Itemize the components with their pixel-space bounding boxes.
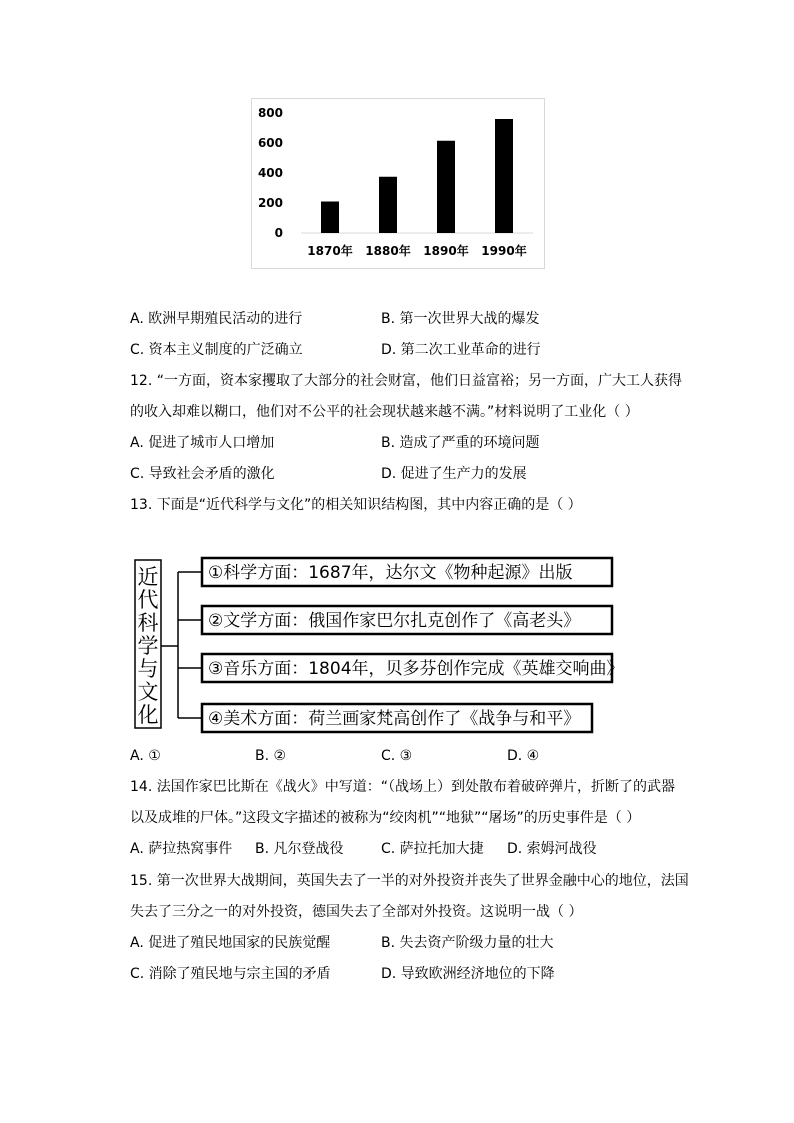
diagram-node-literature: ②文学方面：俄国作家巴尔扎克创作了《高老头》: [208, 611, 581, 631]
x-tick-label: 1870年: [307, 244, 353, 258]
q12-option-a: A. 促进了城市人口增加: [130, 435, 275, 451]
q14-option-d: D. 索姆河战役: [507, 841, 597, 857]
q12-stem-line-1: 12. “一方面，资本家攫取了大部分的社会财富，他们日益富裕；另一方面，广大工人获得: [130, 373, 682, 389]
q11-option-b: B. 第一次世界大战的爆发: [381, 311, 540, 327]
q12-option-d: D. 促进了生产力的发展: [381, 466, 527, 482]
q15-option-c: C. 消除了殖民地与宗主国的矛盾: [130, 966, 331, 982]
q15-stem-line-2: 失去了三分之一的对外投资，德国失去了全部对外投资。这说明一战（ ）: [130, 904, 583, 920]
q12-stem-line-2: 的收入却难以糊口，他们对不公平的社会现状越来越不满。”材料说明了工业化（ ）: [130, 404, 639, 420]
bar-1870年: [321, 202, 339, 234]
q14-option-a: A. 萨拉热窝事件: [130, 841, 233, 857]
q14-option-b: B. 凡尔登战役: [255, 841, 344, 857]
q11-option-c: C. 资本主义制度的广泛确立: [130, 342, 303, 358]
diagram-svg: [130, 552, 616, 734]
q13-option-b: B. ②: [255, 748, 287, 764]
bar-chart: [251, 98, 545, 269]
x-tick-label: 1990年: [481, 244, 527, 258]
q14-stem-line-2: 以及成堆的尸体。”这段文字描述的被称为“绞肉机”“地狱”“屠场”的历史事件是（ ）: [130, 810, 641, 826]
q14-option-c: C. 萨拉托加大捷: [381, 841, 484, 857]
diagram-root-char: 科: [137, 611, 159, 635]
x-tick-label: 1890年: [423, 244, 469, 258]
diagram-node-science: ①科学方面：1687年，达尔文《物种起源》出版: [208, 563, 573, 583]
y-tick-label: 800: [257, 106, 283, 120]
q13-option-d: D. ④: [507, 748, 540, 764]
y-tick-label: 600: [257, 136, 283, 150]
y-tick-label: 0: [274, 226, 283, 240]
q15-option-a: A. 促进了殖民地国家的民族觉醒: [130, 935, 331, 951]
diagram-root-char: 文: [137, 680, 159, 704]
diagram-root-char: 学: [137, 634, 159, 658]
q13-option-a: A. ①: [130, 748, 161, 764]
q14-stem-line-1: 14. 法国作家巴比斯在《战火》中写道：“（战场上）到处散布着破碎弹片，折断了的武器: [130, 779, 675, 795]
y-tick-label: 400: [257, 166, 283, 180]
bar-1890年: [437, 141, 455, 233]
knowledge-structure-diagram: [130, 552, 616, 734]
bar-1990年: [495, 119, 513, 233]
bar-1880年: [379, 177, 397, 233]
q15-option-b: B. 失去资产阶级力量的壮大: [381, 935, 554, 951]
q11-option-d: D. 第二次工业革命的进行: [381, 342, 541, 358]
diagram-root-char: 与: [137, 657, 159, 681]
q12-option-c: C. 导致社会矛盾的激化: [130, 466, 275, 482]
q11-option-a: A. 欧洲早期殖民活动的进行: [130, 311, 303, 327]
diagram-root-char: 代: [137, 588, 159, 612]
diagram-root-char: 近: [137, 565, 159, 589]
q12-option-b: B. 造成了严重的环境问题: [381, 435, 540, 451]
q13-option-c: C. ③: [381, 748, 413, 764]
q15-option-d: D. 导致欧洲经济地位的下降: [381, 966, 555, 982]
diagram-root-char: 化: [137, 703, 159, 727]
diagram-node-music: ③音乐方面：1804年，贝多芬创作完成《英雄交响曲》: [208, 659, 616, 679]
q13-stem-line-1: 13. 下面是“近代科学与文化”的相关知识结构图，其中内容正确的是（ ）: [130, 497, 582, 513]
x-tick-label: 1880年: [365, 244, 411, 258]
bar-chart-svg: [251, 98, 545, 269]
y-tick-label: 200: [257, 196, 283, 210]
q15-stem-line-1: 15. 第一次世界大战期间，英国失去了一半的对外投资并丧失了世界金融中心的地位，法国: [130, 873, 689, 889]
diagram-node-art: ④美术方面：荷兰画家梵高创作了《战争与和平》: [208, 709, 581, 729]
